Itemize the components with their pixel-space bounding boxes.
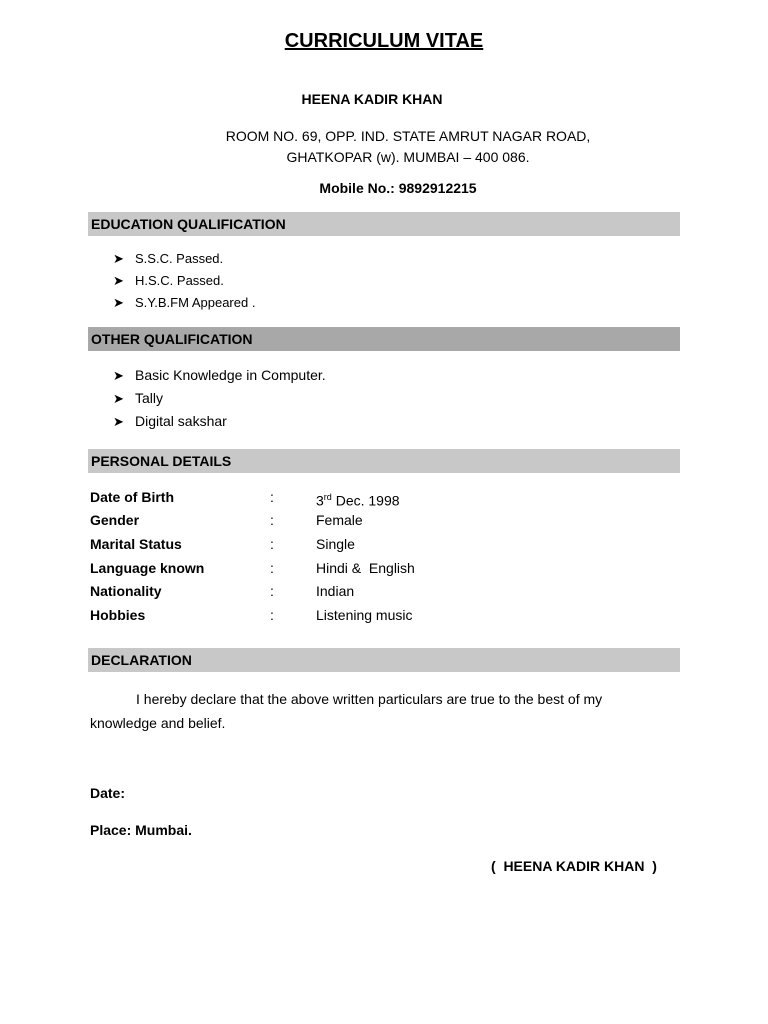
education-list	[113, 248, 255, 314]
detail-row-marital-status	[90, 533, 650, 555]
declaration-heading: DECLARATION	[88, 648, 680, 672]
list-item	[113, 270, 255, 292]
detail-row-hobbies	[90, 604, 650, 626]
arrowhead-icon: ➤	[113, 251, 124, 266]
mobile-number: Mobile No.: 9892912215	[319, 180, 477, 196]
detail-separator: :	[270, 536, 274, 552]
education-item: H.S.C. Passed.	[135, 273, 224, 288]
detail-label: Hobbies	[90, 607, 146, 623]
detail-separator: :	[270, 489, 274, 505]
detail-row-nationality	[90, 580, 650, 602]
dob-suffix: rd	[323, 492, 332, 502]
detail-value	[316, 486, 400, 512]
declaration-text: I hereby declare that the above written particulars are true to the best of my knowledge and belief.	[90, 691, 603, 731]
detail-label: Marital Status	[90, 536, 182, 552]
detail-row-gender	[90, 509, 650, 531]
other-qualification-heading: OTHER QUALIFICATION	[88, 327, 680, 351]
detail-label: Date of Birth	[90, 489, 174, 505]
detail-separator: :	[270, 512, 274, 528]
dob-day: 3	[316, 492, 324, 509]
detail-label: Language known	[90, 560, 205, 576]
arrowhead-icon: ➤	[113, 368, 124, 383]
arrowhead-icon: ➤	[113, 295, 124, 310]
arrowhead-icon: ➤	[113, 391, 124, 406]
list-item	[113, 364, 326, 387]
detail-value: Single	[316, 536, 355, 552]
detail-separator: :	[270, 583, 274, 599]
education-heading: EDUCATION QUALIFICATION	[88, 212, 680, 236]
detail-separator: :	[270, 560, 274, 576]
detail-value: Female	[316, 512, 363, 528]
list-item	[113, 387, 326, 410]
education-item: S.Y.B.FM Appeared .	[135, 295, 256, 310]
detail-label: Nationality	[90, 583, 162, 599]
qualification-item: Tally	[135, 390, 164, 406]
qualification-item: Digital sakshar	[135, 413, 227, 429]
address-line-2: GHATKOPAR (w). MUMBAI – 400 086.	[286, 149, 530, 165]
list-item	[113, 292, 255, 314]
education-item: S.S.C. Passed.	[135, 251, 224, 266]
address-line-1: ROOM NO. 69, OPP. IND. STATE AMRUT NAGAR ROAD,	[225, 128, 591, 144]
date-label: Date:	[90, 785, 126, 801]
detail-separator: :	[270, 607, 274, 623]
arrowhead-icon: ➤	[113, 414, 124, 429]
candidate-name: HEENA KADIR KHAN	[301, 91, 443, 107]
arrowhead-icon: ➤	[113, 273, 124, 288]
detail-row-language	[90, 557, 650, 579]
detail-label: Gender	[90, 512, 140, 528]
list-item	[113, 410, 326, 433]
detail-row-dob	[90, 486, 650, 508]
signature-name: ( HEENA KADIR KHAN )	[491, 858, 657, 874]
qualification-item: Basic Knowledge in Computer.	[135, 367, 326, 383]
detail-value: Indian	[316, 583, 355, 599]
detail-value: Hindi & English	[316, 560, 415, 576]
other-qualification-list	[113, 364, 326, 433]
dob-rest: Dec. 1998	[331, 492, 400, 509]
place-label: Place: Mumbai.	[90, 822, 192, 838]
personal-details-heading: PERSONAL DETAILS	[88, 449, 680, 473]
list-item	[113, 248, 255, 270]
detail-value: Listening music	[316, 607, 413, 623]
page-title: CURRICULUM VITAE	[284, 30, 484, 52]
